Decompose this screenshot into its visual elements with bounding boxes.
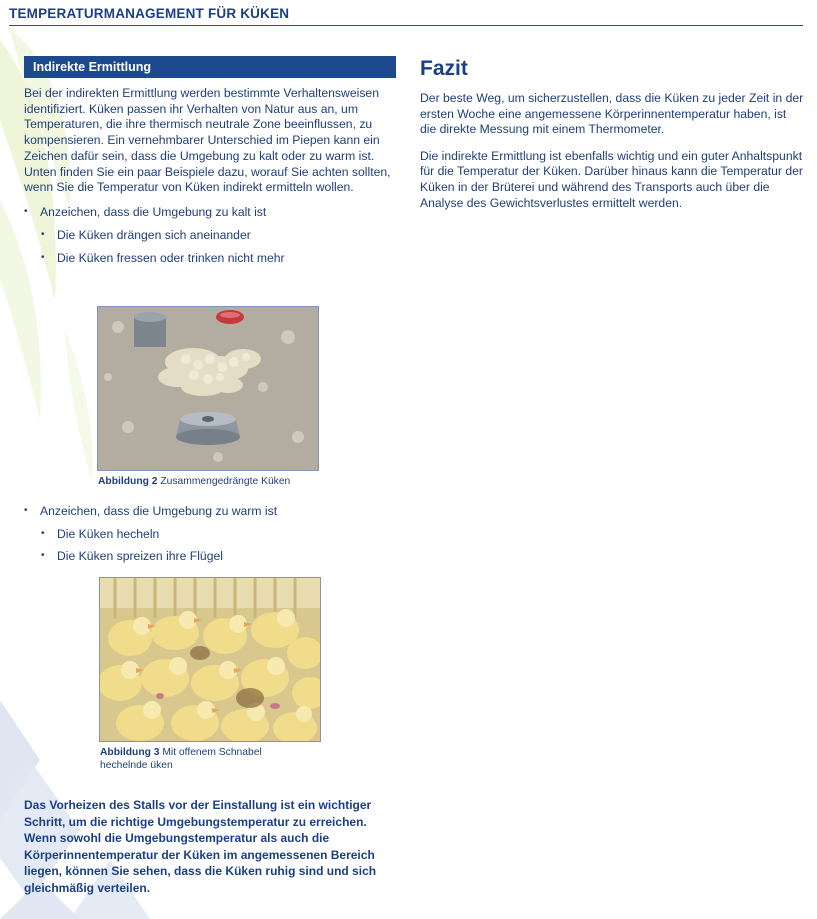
intro-paragraph: Bei der indirekten Ermittlung werden bestimmte Verhaltensweisen identifiziert. Küken passen ihr Verhalten von Natur aus an, um Temperaturen, die ihre thermisch neutrale Zone beeinflussen, zu kompensieren. Ein vernehmbarer Unterschied im Piepen kann ein Zeichen dafür sein, dass die Umgebung zu kalt oder zu warm ist. Unten finden Sie ein paar Beispiele dazu, worauf Sie achten sollten, wenn Sie die Temperatur von Küken indirekt ermitteln wollen. [24, 86, 391, 195]
figure-3-caption [100, 747, 340, 772]
warm-sign-item: • Die Küken spreizen ihre Flügel [41, 548, 397, 564]
cold-signs-heading: • Anzeichen, dass die Umgebung zu kalt ist [24, 204, 396, 220]
cold-sign-item: • Die Küken drängen sich aneinander [41, 227, 396, 243]
header-divider [9, 25, 803, 26]
figure-3-caption-line1: Mit offenem Schnabel [159, 747, 262, 758]
conclusion-title: Fazit [420, 57, 468, 80]
figure-3-image [99, 577, 321, 742]
conclusion-paragraph-1: Der beste Weg, um sicherzustellen, dass die Küken zu jeder Zeit in der ersten Woche eine angemessene Körperinnentemperatur haben, ist die direkte Messung mit einem Thermometer. [420, 91, 804, 137]
section-heading-bar: Indirekte Ermittlung [24, 56, 396, 78]
cold-sign-item: • Die Küken fressen oder trinken nicht mehr [41, 250, 396, 266]
closing-paragraph: Das Vorheizen des Stalls vor der Einstallung ist ein wichtiger Schritt, um die richtige Umgebungstemperatur zu erreichen. Wenn sowohl die Umgebungstemperatur als auch die Körperinnentemperatur der Küken im angemessenen Bereich liegen, können Sie sehen, dass die Küken ruhig sind und sich gleichmäßig verteilen. [24, 798, 377, 895]
figure-2-image [97, 306, 319, 471]
figure-2-caption [98, 476, 338, 489]
right-column [420, 57, 805, 211]
warm-sign-item: • Die Küken hecheln [41, 526, 397, 542]
figure-2-label: Abbildung 2 [98, 476, 158, 487]
figure-3-caption-line2: hechelnde üken [100, 759, 173, 771]
conclusion-paragraph-2: Die indirekte Ermittlung ist ebenfalls wichtig und ein guter Anhaltspunkt für die Temperatur der Küken. Darüber hinaus kann die Temperatur der Küken in der Brüterei und während des Transports auch über die Analyse des Gewichtsverlustes ermittelt werden. [420, 148, 803, 210]
page-header-title: TEMPERATURMANAGEMENT FÜR KÜKEN [9, 6, 290, 21]
figure-2-caption-text: Zusammengedrängte Küken [157, 476, 291, 487]
figure-3-label: Abbildung 3 [100, 747, 160, 758]
warm-signs-heading: • Anzeichen, dass die Umgebung zu warm ist [24, 503, 400, 519]
left-column [24, 56, 396, 266]
